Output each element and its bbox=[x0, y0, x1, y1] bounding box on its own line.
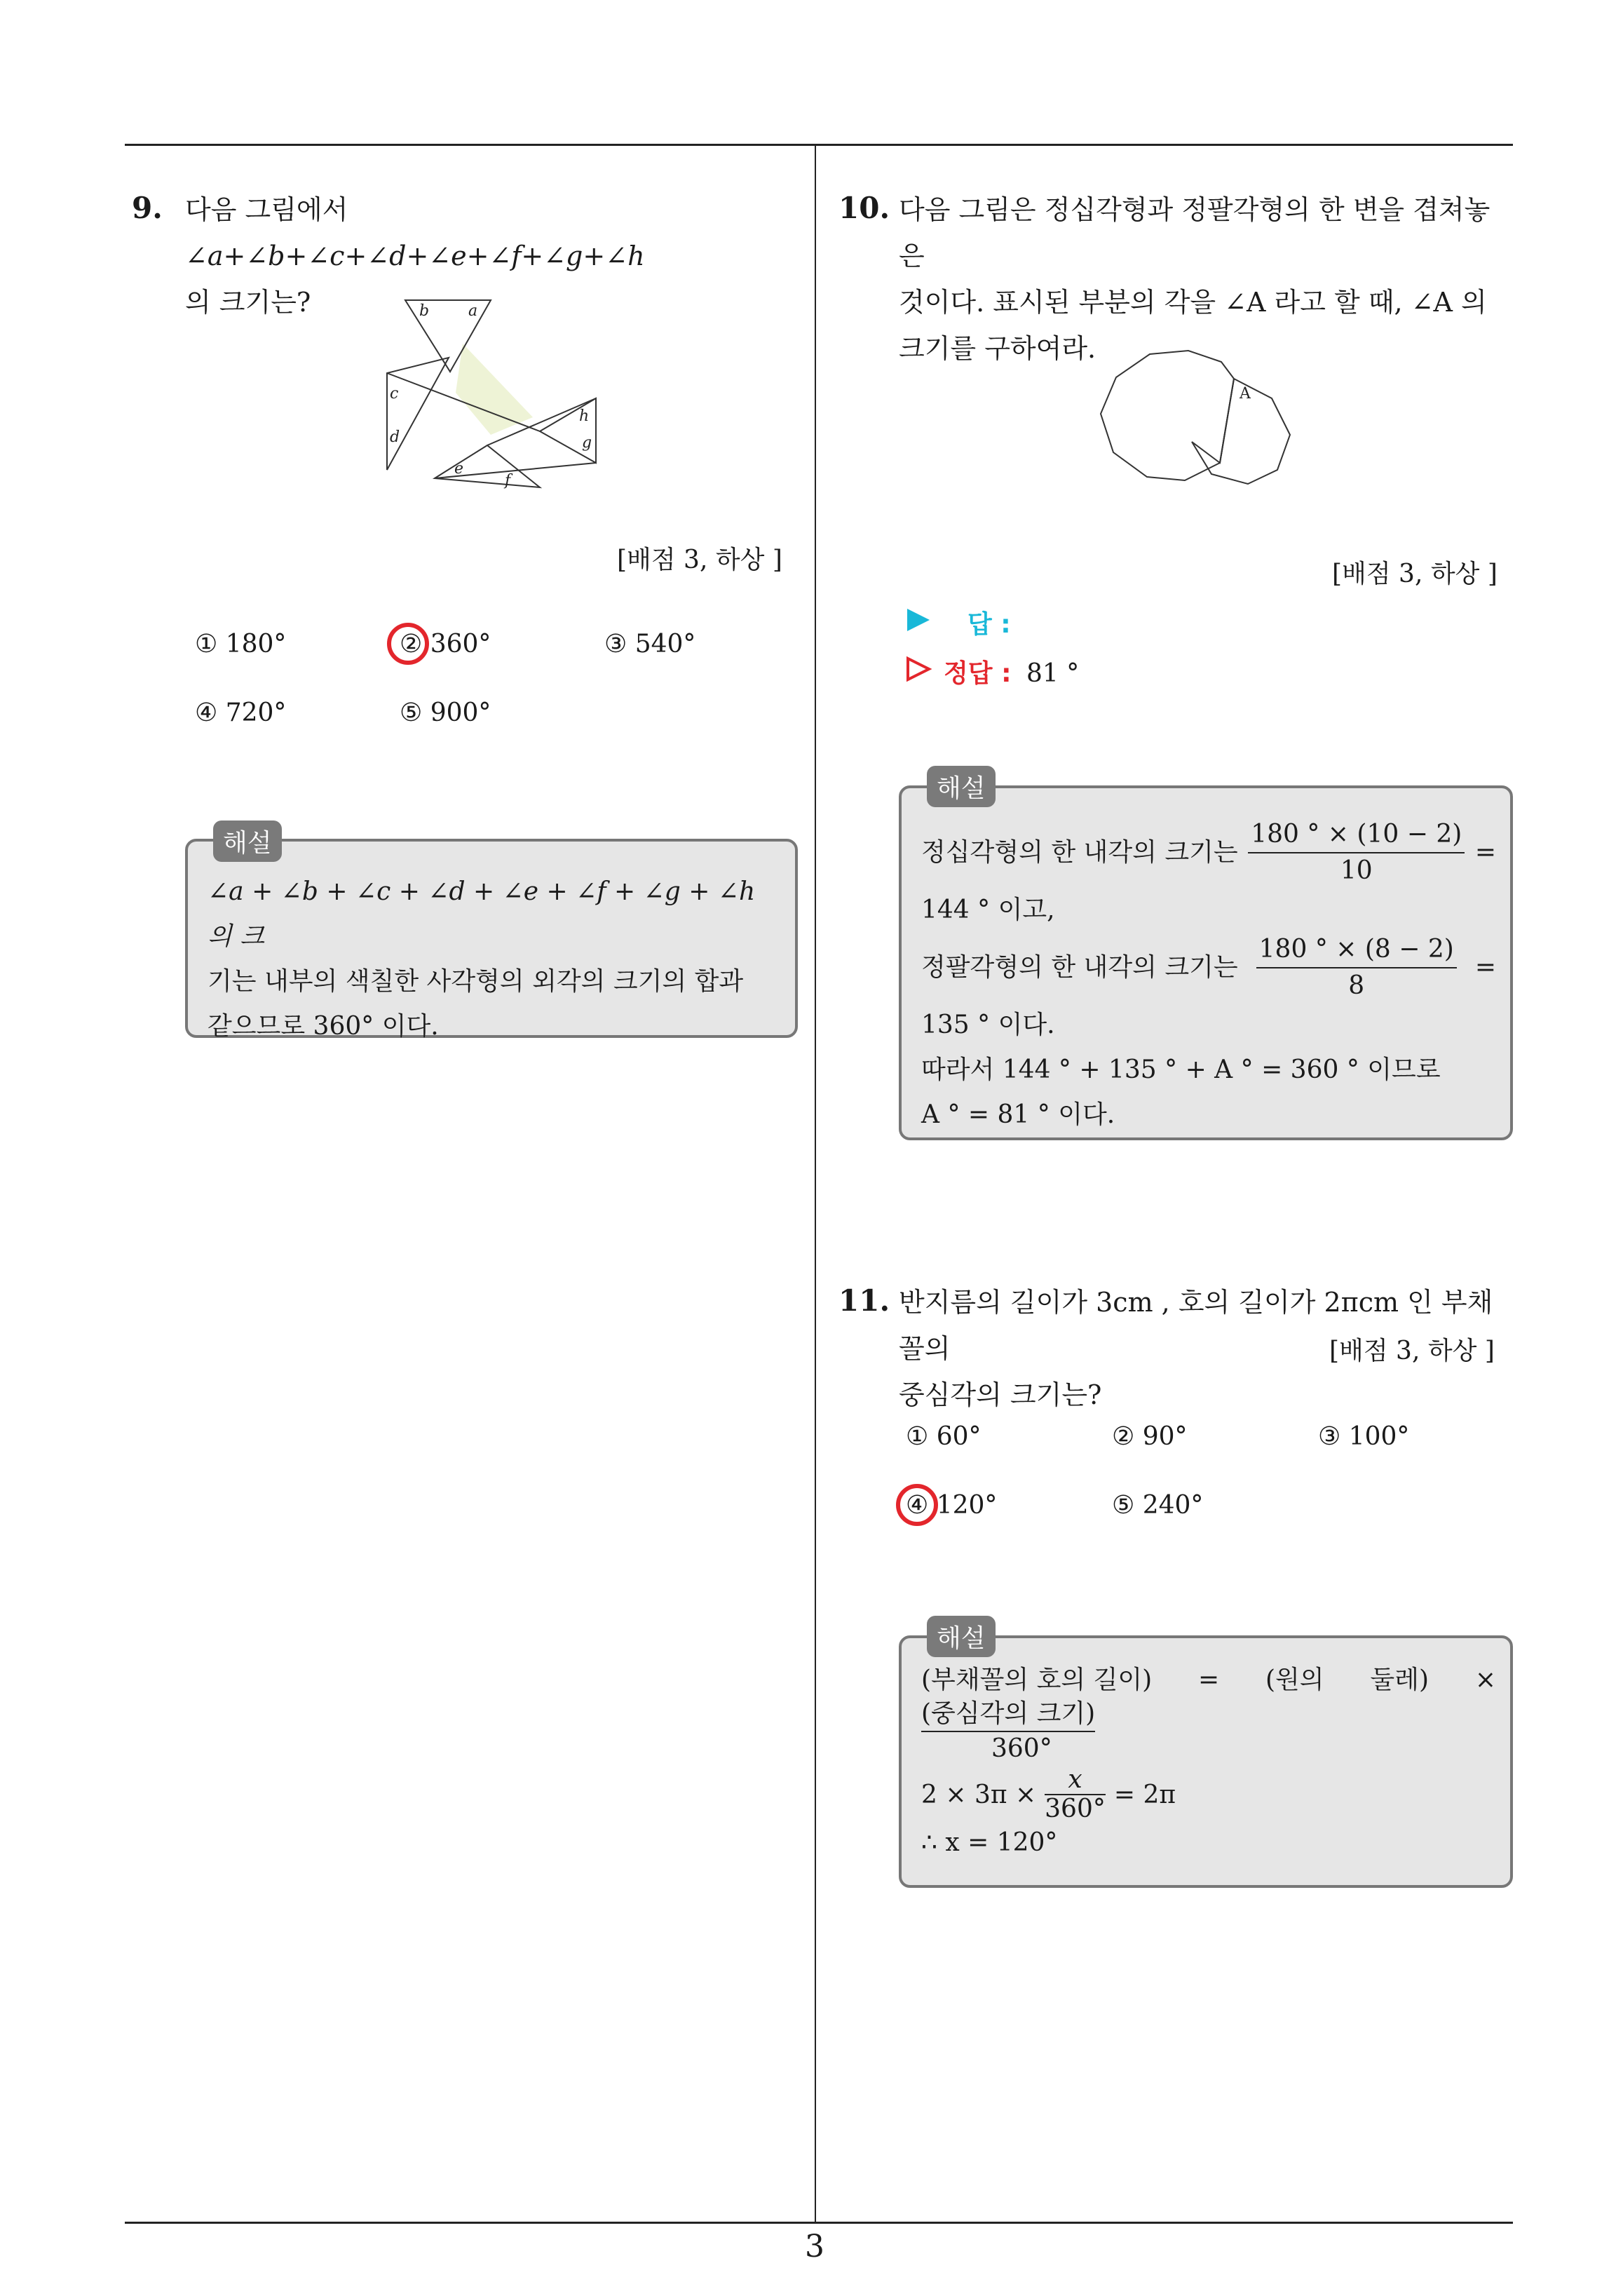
q11-prompt-line1: 반지름의 길이가 3cm , 호의 길이가 2πcm 인 부채꼴의 bbox=[899, 1287, 1493, 1364]
q9-label-d: d bbox=[390, 428, 400, 446]
q10-exp-eq2: = bbox=[1474, 953, 1496, 982]
q9-triangle-left bbox=[387, 358, 449, 470]
q10-prompt-line3: 크기를 구하여라. bbox=[899, 333, 1096, 364]
page-number: 3 bbox=[805, 2229, 824, 2264]
q10-number: 10. bbox=[838, 191, 890, 225]
q10-correct bbox=[944, 654, 1079, 689]
q10-label-a: A bbox=[1240, 385, 1251, 403]
q11-choice-3[interactable]: ③ 100° bbox=[1318, 1422, 1410, 1451]
q9-explanation-text bbox=[208, 870, 782, 1049]
q11-exp-mid2: 둘레) bbox=[1370, 1666, 1430, 1694]
q9-exp-line3: 같으므로 360° 이다. bbox=[208, 1012, 439, 1041]
q11-choice-4[interactable]: ④ 120° bbox=[906, 1491, 998, 1520]
q9-choice-5[interactable]: ⑤ 900° bbox=[400, 698, 491, 727]
q9-exp-line1: ∠a + ∠b + ∠c + ∠d + ∠e + ∠f + ∠g + ∠h 의 크 bbox=[208, 877, 756, 951]
q10-exp-frac2-num: 180 ° × (8 − 2) bbox=[1256, 932, 1457, 968]
q9-prompt-text: 다음 그림에서 bbox=[185, 194, 348, 225]
q10-exp-row1 bbox=[921, 818, 1496, 888]
q9-label-f: f bbox=[505, 472, 511, 489]
q9-shaded-quadrilateral bbox=[456, 344, 533, 435]
q9-label-g: g bbox=[582, 434, 592, 452]
q9-label-b: b bbox=[419, 302, 430, 320]
q11-exp-fraction bbox=[1045, 1766, 1106, 1823]
q11-explanation-text bbox=[921, 1663, 1496, 1863]
q11-exp-row4 bbox=[921, 1766, 1496, 1823]
q10-prompt-line1: 다음 그림은 정십각형과 정팔각형의 한 변을 겹쳐놓은 bbox=[899, 194, 1490, 271]
q11-number: 11. bbox=[838, 1283, 890, 1318]
q11-exp-row4-right: = 2π bbox=[1113, 1780, 1176, 1809]
play-outline-icon bbox=[904, 655, 932, 683]
q9-selected-mark bbox=[387, 623, 429, 665]
q10-exp-eq1: = bbox=[1474, 838, 1496, 867]
q11-choice-2[interactable]: ② 90° bbox=[1112, 1422, 1188, 1451]
q11-exp-eq: = bbox=[1198, 1666, 1220, 1694]
q10-exp-line3: 정팔각형의 한 내각의 크기는 bbox=[921, 953, 1238, 982]
q10-exp-line4: 135 ° 이다. bbox=[921, 1011, 1055, 1039]
q10-exp-row3 bbox=[921, 933, 1496, 1003]
q10-exp-line1: 정십각형의 한 내각의 크기는 bbox=[921, 838, 1238, 867]
q9-prompt-line2: 의 크기는? bbox=[185, 287, 311, 318]
q10-correct-label: 정답 : bbox=[944, 659, 1012, 688]
q9-prompt-math: ∠a+∠b+∠c+∠d+∠e+∠f+∠g+∠h bbox=[185, 241, 645, 271]
q10-exp-frac2-den: 8 bbox=[1348, 971, 1365, 1000]
q10-prompt-line2: 것이다. 표시된 부분의 각을 ∠A 라고 할 때, ∠A 의 bbox=[899, 287, 1487, 318]
q11-prompt-line2: 중심각의 크기는? bbox=[899, 1379, 1102, 1410]
q11-exp-frac-num: x bbox=[1045, 1766, 1106, 1795]
q9-choice-4[interactable]: ④ 720° bbox=[195, 698, 287, 727]
q9-choice-2[interactable]: ② 360° bbox=[400, 630, 491, 659]
q10-answer-label: 답 : bbox=[967, 610, 1011, 639]
q10-exp-line2: 144 ° 이고, bbox=[921, 896, 1055, 924]
q10-explanation-tag: 해설 bbox=[927, 766, 996, 807]
q9-label-c: c bbox=[390, 385, 399, 403]
q9-choice-3[interactable]: ③ 540° bbox=[604, 630, 696, 659]
q11-exp-row1 bbox=[921, 1663, 1496, 1697]
q11-selected-mark bbox=[896, 1484, 938, 1526]
q9-choice-1[interactable]: ① 180° bbox=[195, 630, 287, 659]
q10-decagon bbox=[1101, 351, 1234, 480]
q9-exp-line2: 기는 내부의 색칠한 사각형의 외각의 크기의 합과 bbox=[208, 967, 744, 996]
q11-explanation-tag: 해설 bbox=[927, 1616, 996, 1657]
q9-number: 9. bbox=[132, 191, 163, 225]
q11-exp-frac-den: 360° bbox=[1045, 1795, 1106, 1823]
q9-explanation-tag: 해설 bbox=[213, 821, 282, 862]
q11-exp-mid1: (원의 bbox=[1265, 1666, 1324, 1694]
q9-label-a: a bbox=[468, 302, 478, 320]
q10-explanation-text bbox=[921, 818, 1496, 1137]
q9-figure bbox=[379, 295, 603, 498]
q11-exp-row3: 360° bbox=[991, 1734, 1052, 1763]
q11-exp-left: (부채꼴의 호의 길이) bbox=[921, 1666, 1153, 1694]
q9-label-e: e bbox=[454, 460, 464, 478]
column-divider bbox=[815, 144, 816, 2223]
play-icon bbox=[904, 606, 932, 634]
q10-exp-frac1-den: 10 bbox=[1340, 856, 1373, 885]
q11-choice-5[interactable]: ⑤ 240° bbox=[1112, 1491, 1204, 1520]
q9-triangle-bottom bbox=[435, 445, 540, 487]
q10-correct-value: 81 ° bbox=[1026, 659, 1080, 688]
q10-exp-fraction2 bbox=[1256, 932, 1457, 1004]
q10-figure bbox=[1073, 337, 1353, 519]
top-rule bbox=[125, 144, 1513, 146]
q10-exp-line6: A ° = 81 ° 이다. bbox=[921, 1100, 1115, 1129]
q10-exp-frac1-num: 180 ° × (10 − 2) bbox=[1248, 817, 1465, 853]
q10-exp-line5: 따라서 144 ° + 135 ° + A ° = 360 ° 이므로 bbox=[921, 1055, 1441, 1084]
q10-exp-fraction1 bbox=[1248, 817, 1465, 889]
q10-shared-edge bbox=[1220, 379, 1234, 463]
bottom-rule bbox=[125, 2222, 1513, 2224]
q11-exp-times: × bbox=[1474, 1666, 1496, 1694]
q11-exp-row4-left: 2 × 3π × bbox=[921, 1780, 1037, 1809]
q9-label-h: h bbox=[579, 407, 590, 425]
q11-exp-row2: (중심각의 크기) bbox=[921, 1697, 1095, 1732]
q10-score: [배점 3, 하상 ] bbox=[1332, 560, 1498, 588]
q11-choice-1[interactable]: ① 60° bbox=[906, 1422, 982, 1451]
q11-exp-row5: ∴ x = 120° bbox=[921, 1828, 1058, 1857]
q11-score: [배점 3, 하상 ] bbox=[1329, 1337, 1495, 1365]
q9-score: [배점 3, 하상 ] bbox=[617, 546, 782, 574]
